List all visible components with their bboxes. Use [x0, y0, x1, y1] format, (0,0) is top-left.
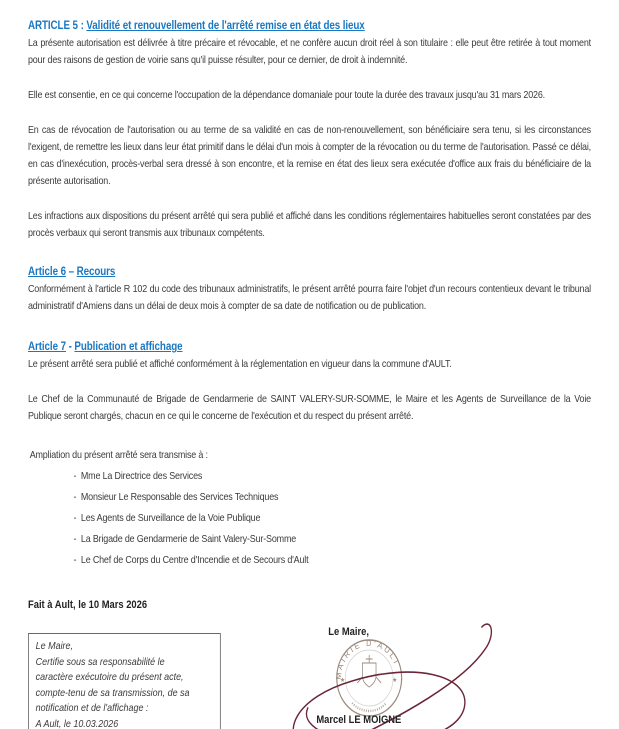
article-6-title: Recours	[76, 266, 116, 278]
article-5-section	[28, 20, 591, 242]
dash-bullet: -	[73, 554, 77, 566]
ampliation-item-text: Les Agents de Surveillance de la Voie Publique	[80, 512, 261, 524]
article-7-paragraph-2: Le Chef de la Communauté de Brigade de Gendarmerie de SAINT VALERY-SUR-SOMME, le Maire et les Agents de Surveillance de la Voie Publique seront chargés, chacun en ce qui le concerne de l'exécution et du respect du présent arrêté.	[28, 393, 591, 422]
ampliation-item-text: Monsieur Le Responsable des Services Techniques	[80, 491, 279, 503]
ampliation-item-text: La Brigade de Gendarmerie de Saint Valery-Sur-Somme	[80, 533, 297, 545]
ampliation-list	[28, 468, 591, 569]
article-5-paragraph-2: Elle est consentie, en ce qui concerne l'occupation de la dépendance domaniale pour toute la durée des travaux jusqu'au 31 mars 2026.	[28, 89, 545, 101]
article-6-section	[28, 266, 591, 315]
dash-bullet: -	[73, 491, 77, 503]
stamp-star-left: ★	[340, 677, 346, 685]
article-5-paragraph-4: Les infractions aux dispositions du présent arrêté qui sera publié et affiché dans les conditions réglementaires habituelles seront constatées par des procès verbaux qui seront transmis aux tribunaux compétents.	[28, 210, 591, 239]
article-7-section	[28, 341, 591, 425]
article-7-paragraph-1: Le présent arrêté sera publié et affiché conformément à la réglementation en vigueur dans la commune d'AULT.	[28, 358, 452, 370]
list-item	[28, 510, 591, 527]
footer-zone	[28, 611, 591, 729]
certification-line: Certifie sous sa responsabilité le	[35, 655, 165, 668]
article-6-prefix: Article 6	[28, 266, 66, 278]
ampliation-section	[28, 447, 591, 569]
certification-line: compte-tenu de sa transmission, de sa	[35, 686, 190, 699]
certification-line: A Ault, le 10.03.2026	[35, 717, 119, 729]
list-item	[28, 468, 591, 485]
dash-bullet: -	[73, 533, 77, 545]
article-7-prefix: Article 7	[28, 341, 66, 353]
list-item	[28, 552, 591, 569]
article-7-title: Publication et affichage	[74, 341, 183, 353]
article-5-paragraph-1: La présente autorisation est délivrée à titre précaire et révocable, et ne confère aucun droit réel à son titulaire : elle peut être retirée à tout moment pour des raisons de gestion de voirie sans qu'il puisse résulter, pour ce dernier, de droit à indemnité.	[28, 37, 591, 66]
article-5-heading	[28, 20, 591, 32]
certification-box	[28, 633, 221, 729]
signature-area	[284, 611, 574, 729]
document-content	[28, 20, 591, 729]
stamp-star-right: ★	[392, 677, 398, 685]
certification-line: caractère exécutoire du présent acte,	[35, 671, 184, 683]
list-item	[28, 489, 591, 506]
signature-role: Le Maire,	[328, 626, 369, 638]
ampliation-intro: Ampliation du présent arrêté sera transmise à :	[29, 449, 208, 461]
svg-text:MAIRIE D'AULT: MAIRIE D'AULT	[334, 638, 402, 681]
signature-name: Marcel LE MOIGNE	[316, 714, 402, 726]
article-5-title: Validité et renouvellement de l'arrêté remise en état des lieux	[86, 20, 365, 32]
certification-line: Le Maire,	[35, 640, 74, 652]
article-6-paragraph-1: Conformément à l'article R 102 du code des tribunaux administratifs, le présent arrêté pourra faire l'objet d'un recours contentieux devant le tribunal administratif d'Amiens dans un délai de deux mois à compter de sa date de notification ou de publication.	[28, 283, 591, 312]
article-7-heading	[28, 341, 591, 353]
article-6-separator: –	[65, 266, 77, 278]
date-place-line: Fait à Ault, le 10 Mars 2026	[28, 599, 148, 611]
ampliation-item-text: Mme La Directrice des Services	[80, 470, 203, 482]
dash-bullet: -	[73, 470, 77, 482]
stamp-bottom-text	[352, 703, 386, 711]
article-7-separator: -	[65, 341, 75, 353]
article-5-prefix: ARTICLE 5	[28, 20, 78, 32]
stamp-and-signature	[284, 611, 574, 729]
article-5-paragraph-3: En cas de révocation de l'autorisation ou au terme de sa validité en cas de non-renouvellement, son bénéficiaire sera tenu, si les circonstances l'exigent, de remettre les lieux dans leur état primitif dans le délai d'un mois à compter de la révocation ou du terme de l'autorisation. Passé ce délai, en cas d'inexécution, procès-verbal sera dressé à son encontre, et la remise en état des lieux sera exécutée d'office aux frais du bénéficiaire de la présente autorisation.	[28, 124, 591, 187]
dash-bullet: -	[73, 512, 77, 524]
article-5-separator: :	[77, 20, 87, 32]
certification-line: notification et de l'affichage :	[35, 702, 149, 714]
article-6-heading	[28, 266, 591, 278]
stamp-crest-icon	[357, 655, 381, 687]
ampliation-item-text: Le Chef de Corps du Centre d'Incendie et de Secours d'Ault	[80, 554, 309, 566]
list-item	[28, 531, 591, 548]
